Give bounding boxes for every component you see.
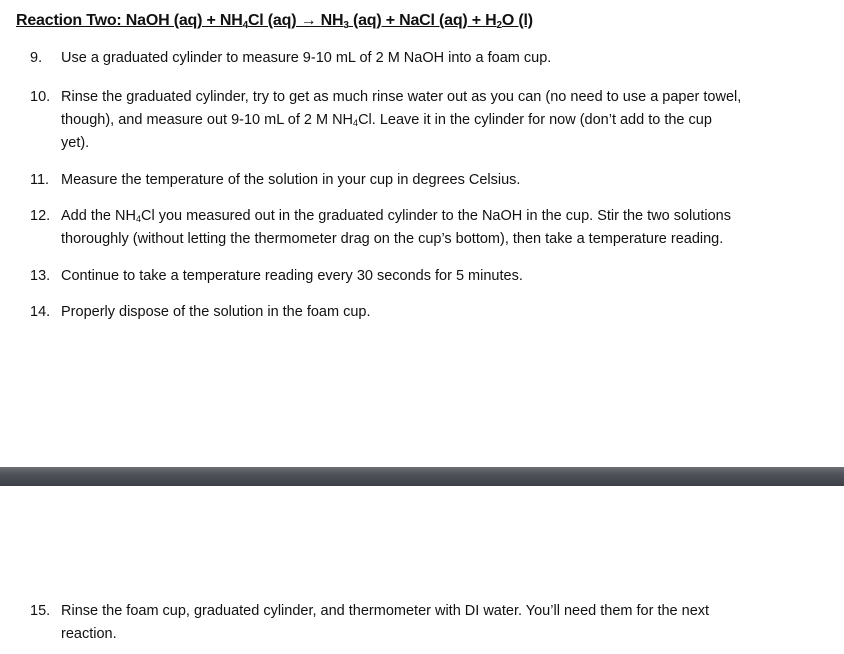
step-text: Measure the temperature of the solution in your cup in degrees Celsius. (61, 172, 521, 188)
step-text: Rinse the graduated cylinder, try to get as much rinse water out as you can (no need to use a paper towel, though), and measure out 9-10 mL of 2 M $NH_4Cl$. Leave it in the cylinder for now (don’t add to the cup yet). (61, 89, 742, 151)
reaction-heading: Reaction Two: NaOH $(aq) + NH_4Cl$ $(aq) \to NH_3$ (aq) + NaCl $(aq) + H_2O$ (l) (16, 12, 533, 31)
document-page-bottom (0, 486, 844, 654)
step-12 (30, 205, 830, 253)
step-number: 12. (30, 208, 51, 224)
step-number: 13. (30, 268, 51, 284)
step-number: 9. (30, 50, 43, 66)
step-15 (30, 600, 830, 648)
step-number: 10. (30, 89, 51, 105)
step-number: 11. (30, 172, 50, 188)
step-text: Continue to take a temperature reading every 30 seconds for 5 minutes. (61, 268, 523, 284)
step-number: 14. (30, 304, 51, 320)
page-break-divider (0, 467, 844, 486)
step-10 (30, 86, 830, 156)
step-text: Properly dispose of the solution in the foam cup. (61, 304, 371, 320)
step-text: Use a graduated cylinder to measure 9-10 mL of 2 M NaOH into a foam cup. (61, 50, 552, 66)
step-number: 15. (30, 603, 51, 619)
step-text: Rinse the foam cup, graduated cylinder, and thermometer with DI water. You’ll need them for the next reaction. (61, 603, 710, 642)
step-text: Add the $NH_4Cl$ you measured out in the graduated cylinder to the NaOH in the cup. Stir the two solutions thoroughly (without letting the thermometer drag on the cup’s bottom), then take a temperature reading. (61, 208, 731, 247)
